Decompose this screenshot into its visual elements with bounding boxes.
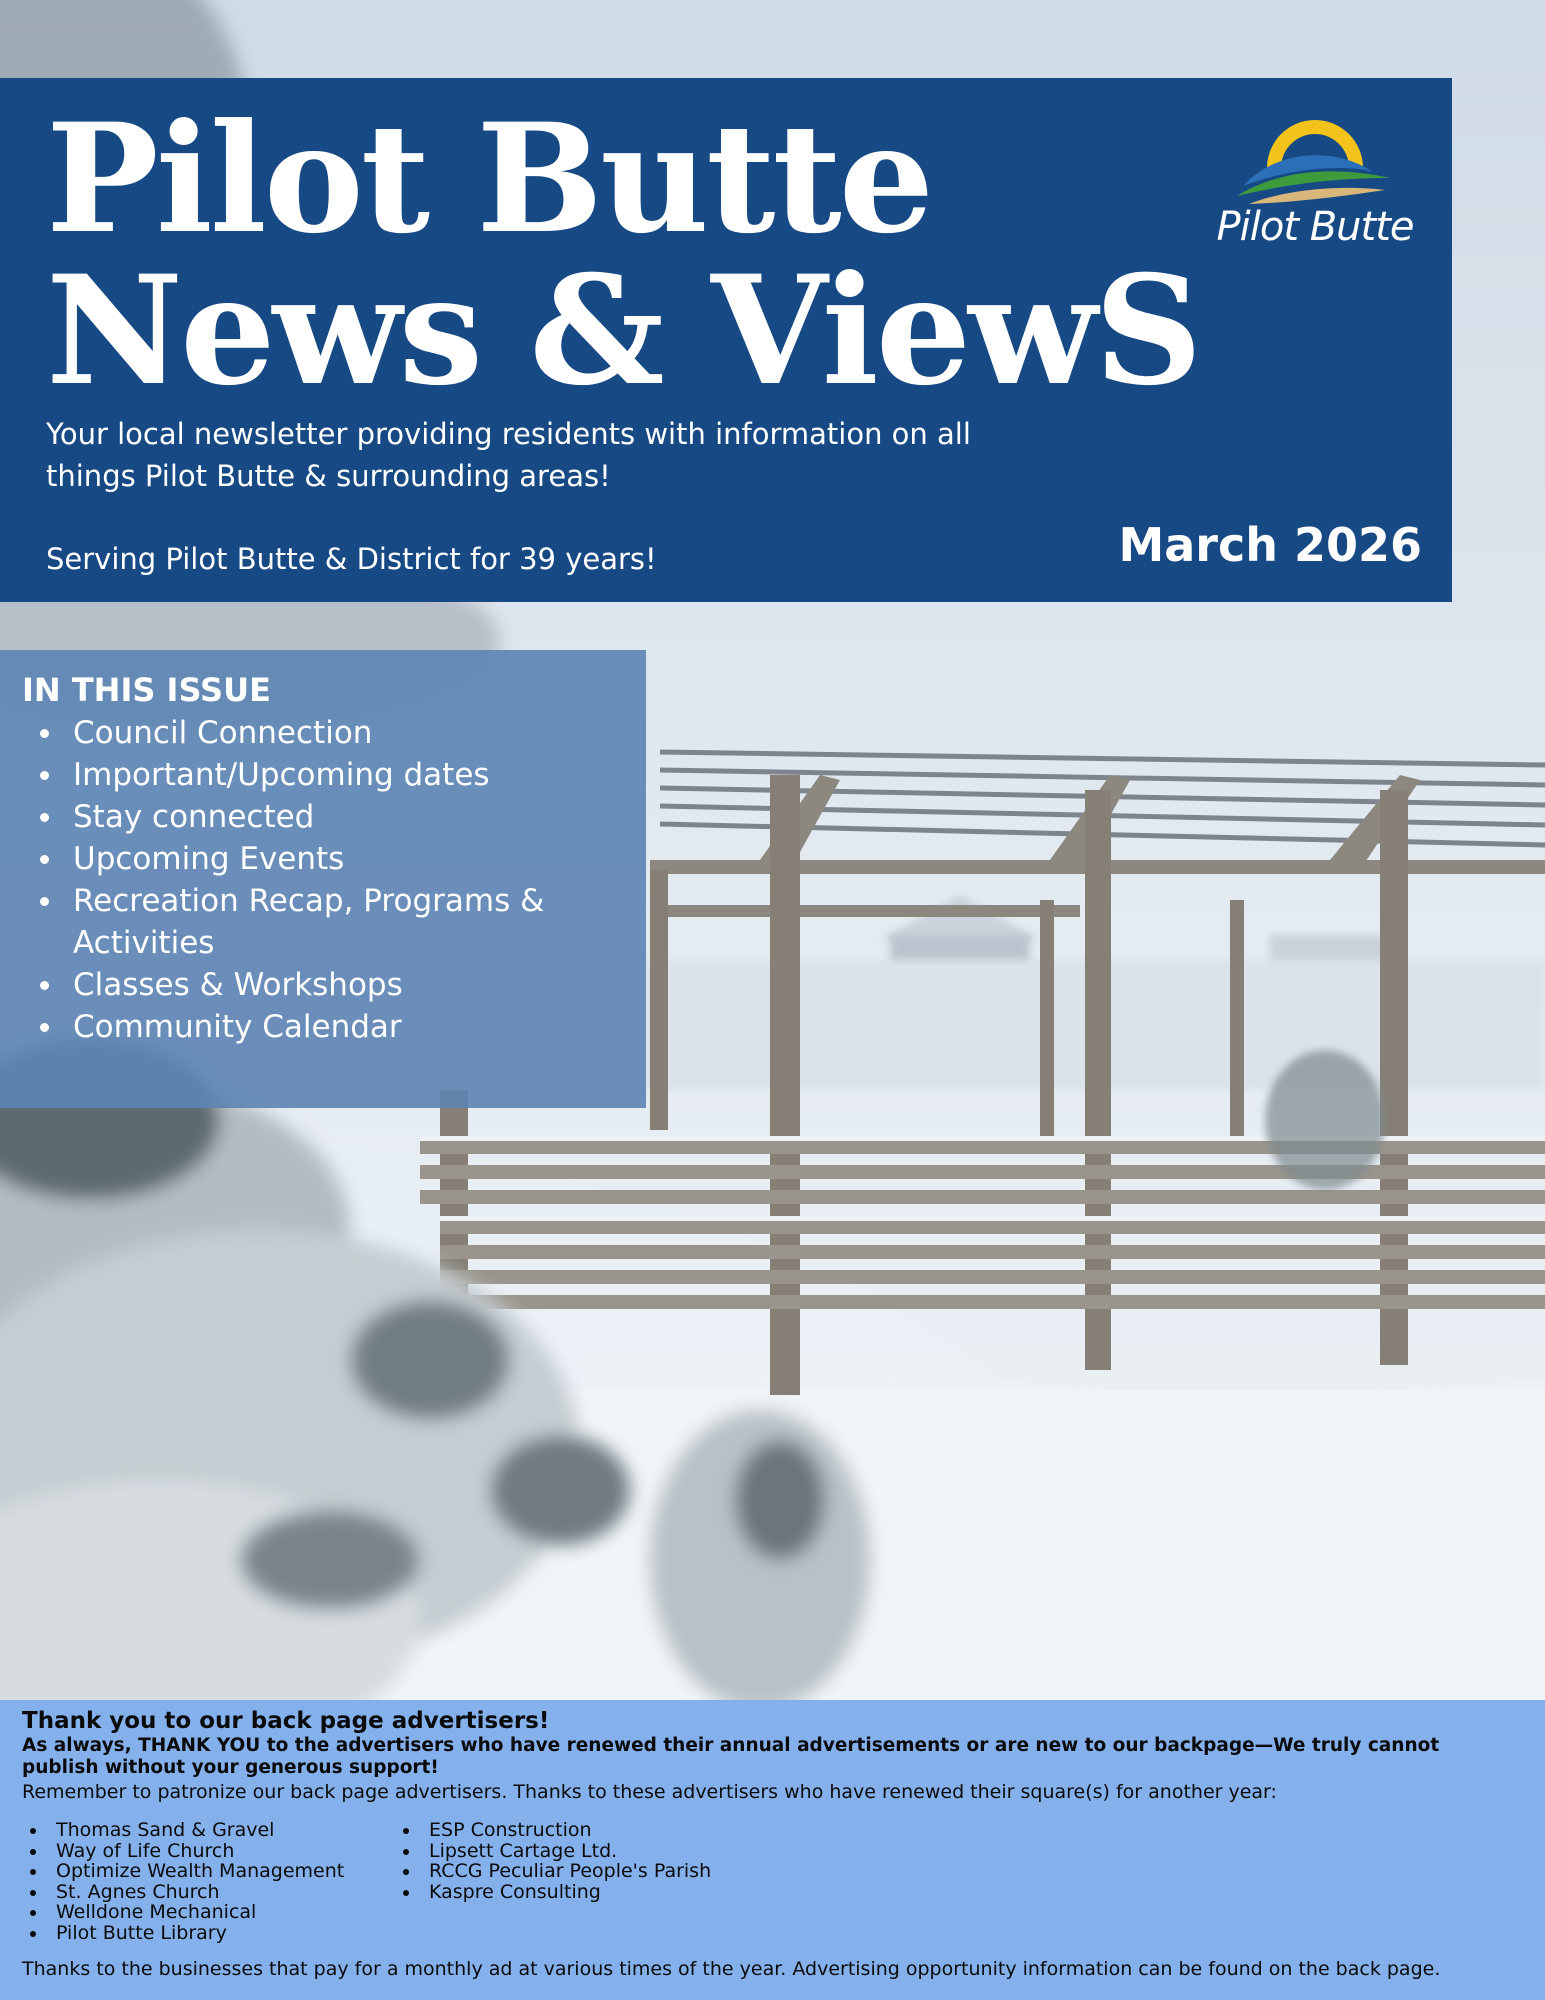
tagline: Your local newsletter providing residents with information on all things Pilot Butte & surrounding areas!: [46, 417, 971, 493]
list-item: Important/Upcoming dates: [22, 754, 622, 796]
in-this-issue-list: [22, 712, 622, 1048]
list-item: RCCG Peculiar People's Parish: [395, 1861, 795, 1882]
logo-wordmark: Pilot Butte: [1216, 204, 1414, 250]
list-item: Council Connection: [22, 712, 622, 754]
issue-date: March 2026: [1118, 518, 1422, 572]
advertisers-list-column-2: [395, 1820, 795, 1902]
monthly-ad-thanks: Thanks to the businesses that pay for a monthly ad at various times of the year. Advertising opportunity information can be found on the back page.: [22, 1958, 1441, 1980]
list-item: St. Agnes Church: [22, 1882, 392, 1903]
list-item: Upcoming Events: [22, 838, 622, 880]
advertisers-reminder: Remember to patronize our back page advertisers. Thanks to these advertisers who have renewed their square(s) for another year:: [22, 1781, 1277, 1803]
list-item: Thomas Sand & Gravel: [22, 1820, 392, 1841]
sun-over-hills-icon: [1205, 106, 1425, 216]
list-item: Community Calendar: [22, 1006, 622, 1048]
list-item: Welldone Mechanical: [22, 1902, 392, 1923]
masthead: [0, 78, 1452, 602]
list-item: Classes & Workshops: [22, 964, 622, 1006]
list-item: Kaspre Consulting: [395, 1882, 795, 1903]
newsletter-title-line-2: News & ViewS: [46, 243, 1200, 419]
newsletter-title-line-1: Pilot Butte: [46, 91, 932, 267]
list-item: ESP Construction: [395, 1820, 795, 1841]
pilot-butte-logo: [1205, 106, 1425, 266]
advertisers-thank-you-note: As always, THANK YOU to the advertisers who have renewed their annual advertisements or are new to our backpage—We truly cannot publish without your generous support!: [22, 1735, 1440, 1778]
list-item: Optimize Wealth Management: [22, 1861, 392, 1882]
list-item: Lipsett Cartage Ltd.: [395, 1841, 795, 1862]
list-item: Way of Life Church: [22, 1841, 392, 1862]
in-this-issue-heading: IN THIS ISSUE: [22, 671, 271, 709]
advertisers-list-column-1: [22, 1820, 392, 1943]
in-this-issue-panel: [0, 650, 646, 1108]
advertisers-heading: Thank you to our back page advertisers!: [22, 1708, 550, 1734]
list-item: Stay connected: [22, 796, 622, 838]
list-item: Recreation Recap, Programs & Activities: [22, 880, 622, 964]
advertisers-footer: [0, 1700, 1545, 2000]
list-item: Pilot Butte Library: [22, 1923, 392, 1944]
serving-statement: Serving Pilot Butte & District for 39 years!: [46, 542, 657, 576]
